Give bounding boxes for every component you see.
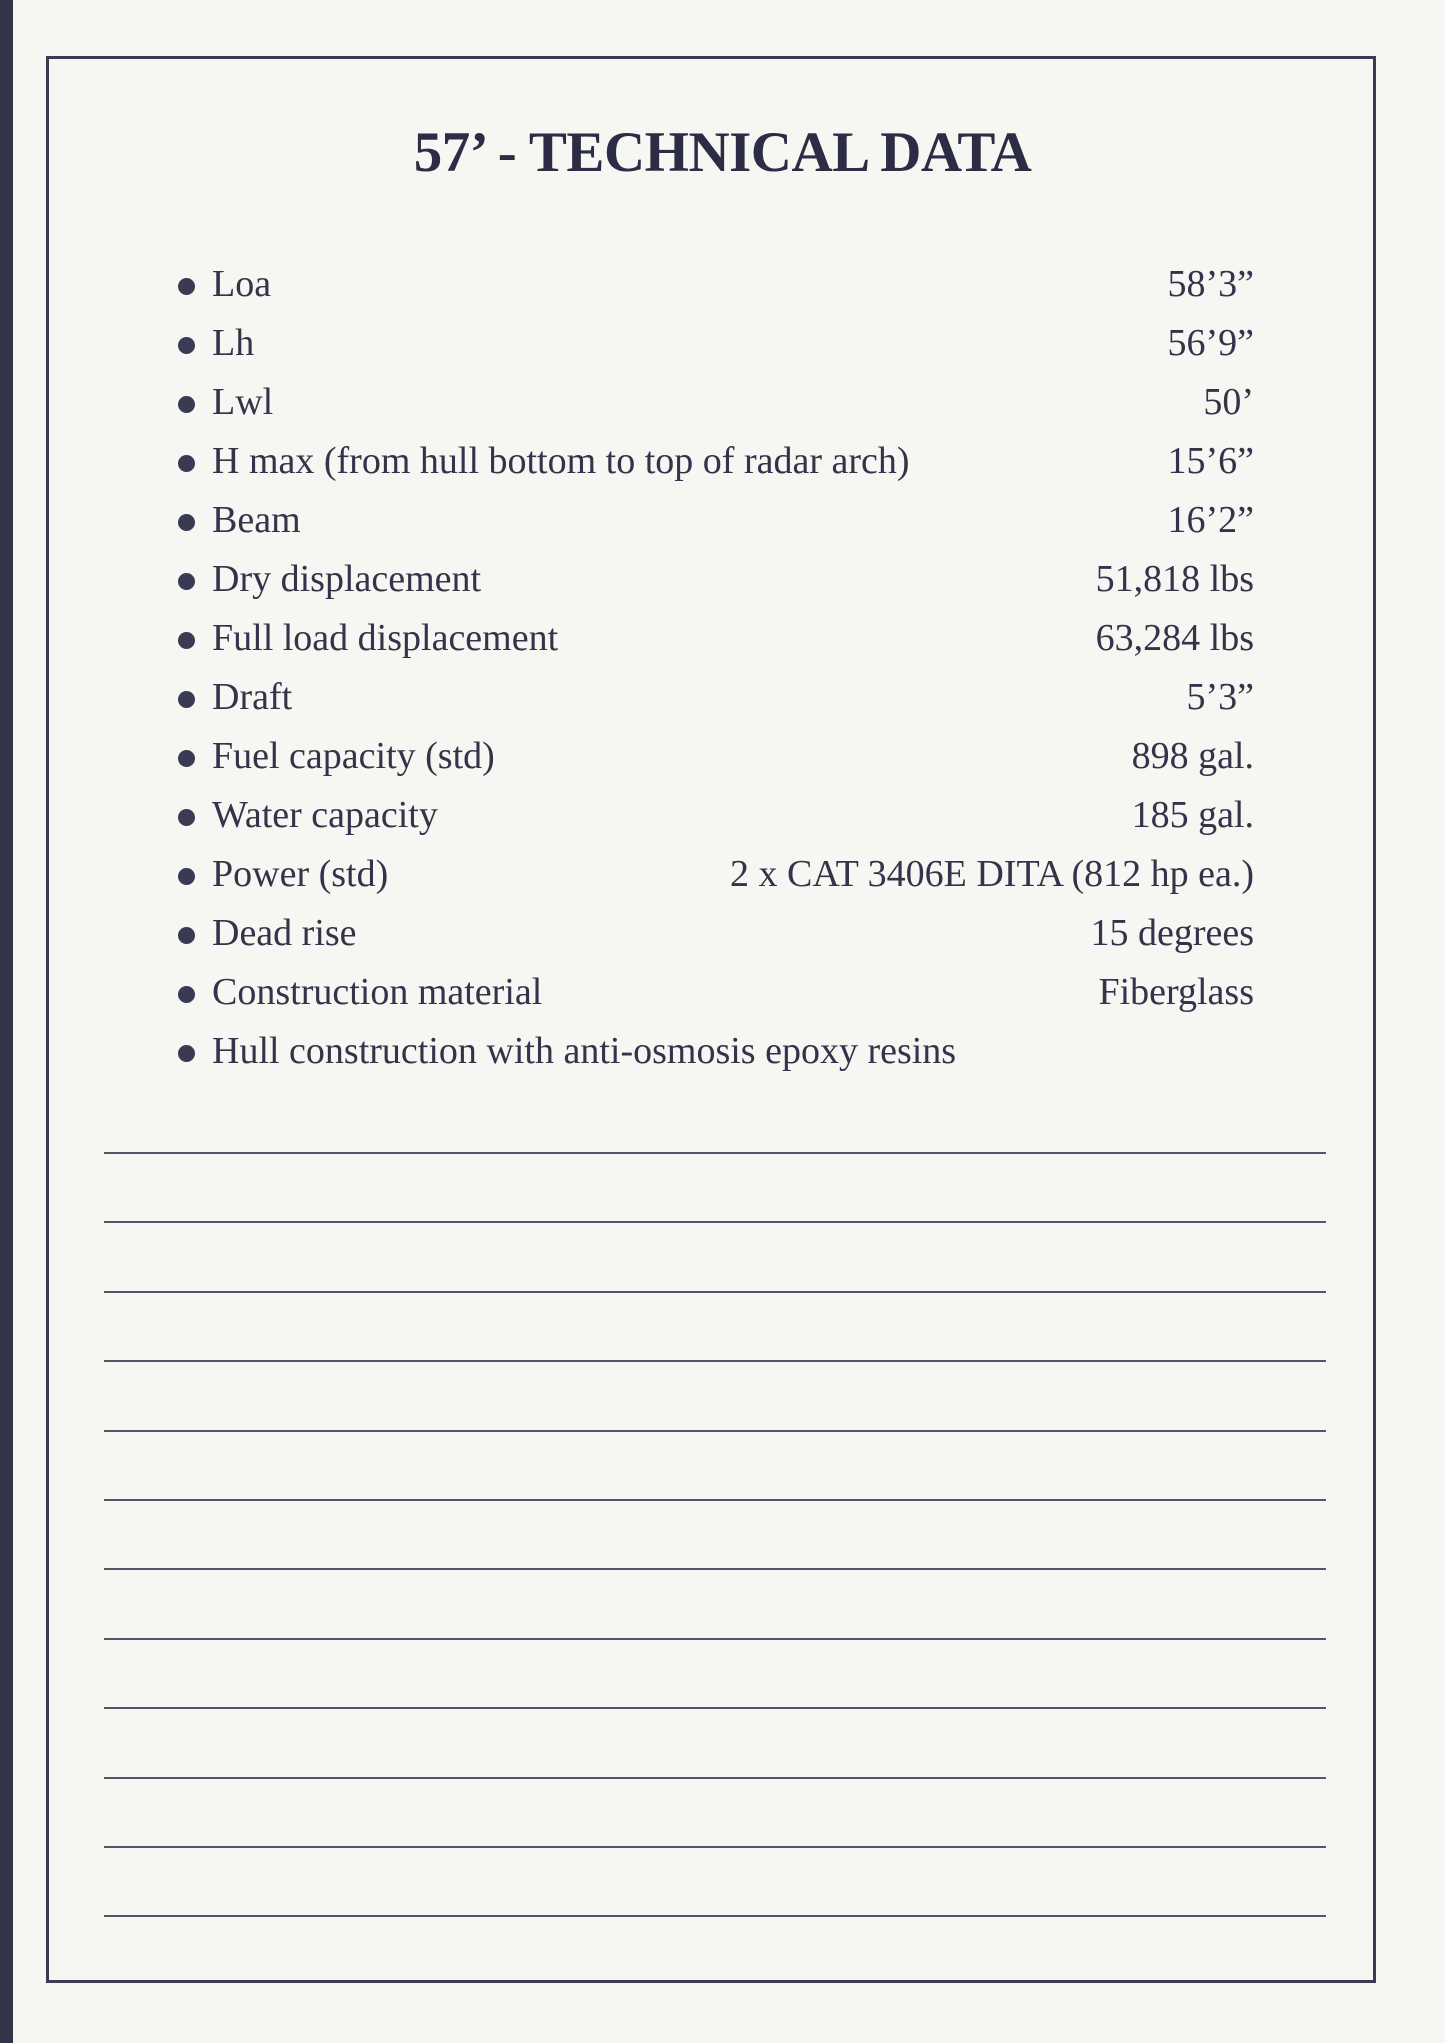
note-line: [104, 1430, 1326, 1499]
spec-label: Water capacity: [212, 793, 438, 836]
spec-value: 2 x CAT 3406E DITA (812 hp ea.): [730, 852, 1254, 895]
bullet-icon: [178, 750, 195, 767]
bullet-icon: [178, 278, 195, 295]
page-title: 57’ - TECHNICAL DATA: [413, 121, 1032, 184]
note-line: [104, 1568, 1326, 1637]
note-line: [104, 1915, 1326, 1984]
spec-row-water-capacity: [176, 785, 1254, 844]
spec-value: 898 gal.: [1131, 734, 1254, 777]
spec-row-loa: [176, 254, 1254, 313]
bullet-icon: [178, 809, 195, 826]
note-line: [104, 1291, 1326, 1360]
bullet-icon: [178, 632, 195, 649]
bullet-icon: [178, 1045, 195, 1062]
bullet-icon: [178, 868, 195, 885]
spec-label: Beam: [212, 498, 301, 541]
spec-label: Dead rise: [212, 911, 357, 954]
spec-value: 58’3”: [1167, 262, 1254, 305]
bullet-icon: [178, 396, 195, 413]
spec-value: 15’6”: [1167, 439, 1254, 482]
spec-value: 185 gal.: [1131, 793, 1254, 836]
spec-value: 56’9”: [1167, 321, 1254, 364]
spec-row-construction-material: [176, 962, 1254, 1021]
spec-value: 50’: [1203, 380, 1254, 423]
spec-label: Draft: [212, 675, 293, 718]
bullet-icon: [178, 455, 195, 472]
spec-row-lwl: [176, 372, 1254, 431]
spec-row-power: [176, 844, 1254, 903]
spec-row-dead-rise: [176, 903, 1254, 962]
spec-row-draft: [176, 667, 1254, 726]
spec-row-beam: [176, 490, 1254, 549]
spec-value: 15 degrees: [1090, 911, 1254, 954]
note-line: [104, 1638, 1326, 1707]
note-line: [104, 1360, 1326, 1429]
binding-edge: [0, 0, 13, 2043]
note-line: [104, 1707, 1326, 1776]
spec-label: Fuel capacity (std): [212, 734, 495, 777]
note-line: [104, 1499, 1326, 1568]
spec-row-full-load-displacement: [176, 608, 1254, 667]
spec-label: Dry displacement: [212, 557, 482, 600]
spec-label: Lwl: [212, 380, 274, 423]
note-line: [104, 1221, 1326, 1290]
spec-value: 5’3”: [1186, 675, 1254, 718]
bullet-icon: [178, 514, 195, 531]
spec-row-dry-displacement: [176, 549, 1254, 608]
spec-label: Construction material: [212, 970, 543, 1013]
bullet-icon: [178, 337, 195, 354]
bullet-icon: [178, 986, 195, 1003]
spec-label: H max (from hull bottom to top of radar arch): [212, 439, 910, 482]
spec-row-h-max: [176, 431, 1254, 490]
note-line: [104, 1846, 1326, 1915]
spec-row-fuel-capacity: [176, 726, 1254, 785]
spec-value: 63,284 lbs: [1095, 616, 1254, 659]
spec-label: Power (std): [212, 852, 389, 895]
spec-label: Full load displacement: [212, 616, 559, 659]
spec-value: 51,818 lbs: [1095, 557, 1254, 600]
spec-label: Hull construction with anti-osmosis epoxy resins: [212, 1029, 957, 1072]
spec-row-lh: [176, 313, 1254, 372]
spec-label: Loa: [212, 262, 272, 305]
note-line: [104, 1777, 1326, 1846]
spec-row-hull-construction: [176, 1021, 1254, 1080]
bullet-icon: [178, 573, 195, 590]
technical-data-list: [176, 254, 1254, 1080]
bullet-icon: [178, 927, 195, 944]
spec-value: Fiberglass: [1098, 970, 1254, 1013]
notes-area: [104, 1152, 1326, 1985]
bullet-icon: [178, 691, 195, 708]
spec-label: Lh: [212, 321, 255, 364]
spec-value: 16’2”: [1167, 498, 1254, 541]
note-line: [104, 1152, 1326, 1221]
